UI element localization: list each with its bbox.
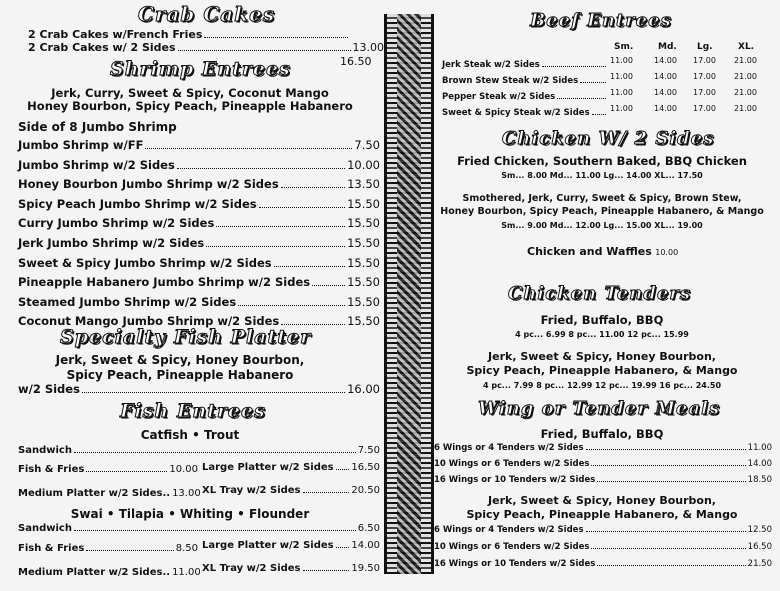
wings-line2a: Jerk, Sweet & Spicy, Honey Bourbon, — [488, 494, 716, 507]
menu-item: Medium Platter w/2 Sides.. 13.00 — [18, 488, 201, 499]
menu-item: Sweet & Spicy Steak w/2 Sides — [442, 108, 608, 118]
wings-line2b: Spicy Peach, Pineapple Habanero, & Mango — [466, 508, 738, 521]
tenders-heading: Chicken Tenders — [508, 283, 692, 304]
beef-price: 14.00 — [654, 72, 677, 81]
menu-item: Jerk Jumbo Shrimp w/2 Sides 15.50 — [18, 236, 380, 250]
menu-item: Sandwich 7.50 — [18, 445, 380, 456]
crab-heading: Crab Cakes — [138, 2, 276, 26]
menu-item: Jerk Steak w/2 Sides — [442, 60, 608, 70]
shrimp-flavors-1: Jerk, Curry, Sweet & Spicy, Coconut Mango — [51, 86, 329, 100]
beef-price: 17.00 — [693, 104, 716, 113]
fish-platter-heading: Specialty Fish Platter — [60, 326, 312, 348]
menu-item: Curry Jumbo Shrimp w/2 Sides 15.50 — [18, 216, 380, 231]
tenders-line2b: Spicy Peach, Pineapple Habanero, & Mango — [466, 364, 738, 377]
shrimp-side-label: Side of 8 Jumbo Shrimp — [18, 120, 177, 134]
menu-item: Medium Platter w/2 Sides.. 11.00 — [18, 567, 201, 578]
menu-item: Pepper Steak w/2 Sides — [442, 92, 608, 102]
menu-item: Fish & Fries 10.00 — [18, 464, 198, 475]
beef-size-header: XL. — [738, 42, 755, 52]
menu-item: 6 Wings or 4 Tenders w/2 Sides 11.00 — [434, 443, 772, 453]
beef-heading: Beef Entrees — [530, 10, 672, 31]
beef-price: 11.00 — [610, 104, 633, 113]
tenders-prices1: 4 pc... 6.99 8 pc... 11.00 12 pc... 15.99 — [515, 330, 689, 339]
beef-price: 21.00 — [734, 104, 757, 113]
menu-item: Spicy Peach Jumbo Shrimp w/2 Sides 15.50 — [18, 196, 380, 211]
menu-item-price: 16.50 — [340, 55, 372, 68]
menu-item: Large Platter w/2 Sides 14.00 — [202, 540, 380, 551]
beef-price: 21.00 — [734, 88, 757, 97]
beef-size-header: Sm. — [614, 42, 634, 52]
menu-item: 2 Crab Cakes w/French Fries — [28, 28, 384, 41]
tenders-line1: Fried, Buffalo, BBQ — [540, 313, 664, 327]
menu-item: 10 Wings or 6 Tenders w/2 Sides 14.00 — [434, 459, 772, 469]
beef-price: 17.00 — [693, 56, 716, 65]
menu-item: Fish & Fries 8.50 — [18, 543, 198, 554]
menu-item: Sweet & Spicy Jumbo Shrimp w/2 Sides 15.50 — [18, 255, 380, 270]
beef-price: 14.00 — [654, 56, 677, 65]
menu-item: XL Tray w/2 Sides 20.50 — [202, 485, 380, 496]
menu-item: 10 Wings or 6 Tenders w/2 Sides 16.50 — [434, 542, 772, 552]
decorative-divider — [384, 14, 434, 574]
beef-size-header: Md. — [658, 42, 677, 52]
beef-size-header: Lg. — [697, 42, 713, 52]
chicken-line1: Fried Chicken, Southern Baked, BBQ Chicken — [457, 154, 747, 168]
menu-item: XL Tray w/2 Sides 19.50 — [202, 563, 380, 574]
menu-item: Jumbo Shrimp w/FF 7.50 — [18, 138, 380, 152]
menu-item: Pineapple Habanero Jumbo Shrimp w/2 Sides 15.50 — [18, 275, 380, 290]
left-column — [10, 0, 384, 591]
menu-item: 2 Crab Cakes w/ 2 Sides 13.00 — [28, 41, 384, 54]
beef-price: 21.00 — [734, 56, 757, 65]
menu-item: Brown Stew Steak w/2 Sides — [442, 76, 608, 86]
beef-price: 14.00 — [654, 104, 677, 113]
tenders-prices2: 4 pc... 7.99 8 pc... 12.99 12 pc... 19.99 16 pc... 24.50 — [482, 381, 722, 390]
beef-price: 11.00 — [610, 88, 633, 97]
chicken-line2a: Smothered, Jerk, Curry, Sweet & Spicy, Brown Stew, — [462, 193, 742, 204]
chicken-prices2: Sm... 9.00 Md... 12.00 Lg... 15.00 XL... 19.00 — [501, 221, 703, 230]
menu-item: Sandwich 6.50 — [18, 523, 380, 534]
fish-platter-flavors-1: Jerk, Sweet & Spicy, Honey Bourbon, — [55, 353, 305, 367]
shrimp-flavors-2: Honey Bourbon, Spicy Peach, Pineapple Habanero — [27, 99, 353, 113]
beef-price: 14.00 — [654, 88, 677, 97]
menu-item: w/2 Sides 16.00 — [18, 382, 380, 396]
shrimp-heading: Shrimp Entrees — [110, 58, 291, 80]
menu-item: 6 Wings or 4 Tenders w/2 Sides 12.50 — [434, 525, 772, 535]
beef-price: 17.00 — [693, 88, 716, 97]
chicken-prices1: Sm... 8.00 Md... 11.00 Lg... 14.00 XL... 17.50 — [501, 171, 703, 180]
chicken-waffles: Chicken and Waffles 10.00 — [527, 245, 679, 258]
beef-price: 17.00 — [693, 72, 716, 81]
menu-item: Steamed Jumbo Shrimp w/2 Sides 15.50 — [18, 294, 380, 309]
menu-item: 16 Wings or 10 Tenders w/2 Sides 21.50 — [434, 559, 772, 569]
menu-item: Honey Bourbon Jumbo Shrimp w/2 Sides 13.50 — [18, 177, 380, 192]
wings-heading: Wing or Tender Meals — [478, 398, 721, 419]
fish-group1-title: Catfish • Trout — [140, 428, 240, 442]
fish-platter-flavors-2: Spicy Peach, Pineapple Habanero — [66, 368, 294, 382]
beef-price: 21.00 — [734, 72, 757, 81]
menu-item: Large Platter w/2 Sides 16.50 — [202, 462, 380, 473]
right-column — [432, 0, 774, 591]
tenders-line2a: Jerk, Sweet & Spicy, Honey Bourbon, — [488, 350, 716, 363]
menu-item: Coconut Mango Jumbo Shrimp w/2 Sides 15.50 — [18, 314, 380, 329]
menu-item: Jumbo Shrimp w/2 Sides 10.00 — [18, 157, 380, 172]
beef-price: 11.00 — [610, 72, 633, 81]
menu-item: 16 Wings or 10 Tenders w/2 Sides 18.50 — [434, 475, 772, 485]
beef-price: 11.00 — [610, 56, 633, 65]
chicken-line2b: Honey Bourbon, Spicy Peach, Pineapple Habanero, & Mango — [440, 206, 764, 217]
wings-line1: Fried, Buffalo, BBQ — [540, 427, 664, 441]
fish-heading: Fish Entrees — [120, 400, 266, 422]
chicken-heading: Chicken W/ 2 Sides — [502, 128, 715, 149]
fish-group2-title: Swai • Tilapia • Whiting • Flounder — [70, 507, 310, 521]
